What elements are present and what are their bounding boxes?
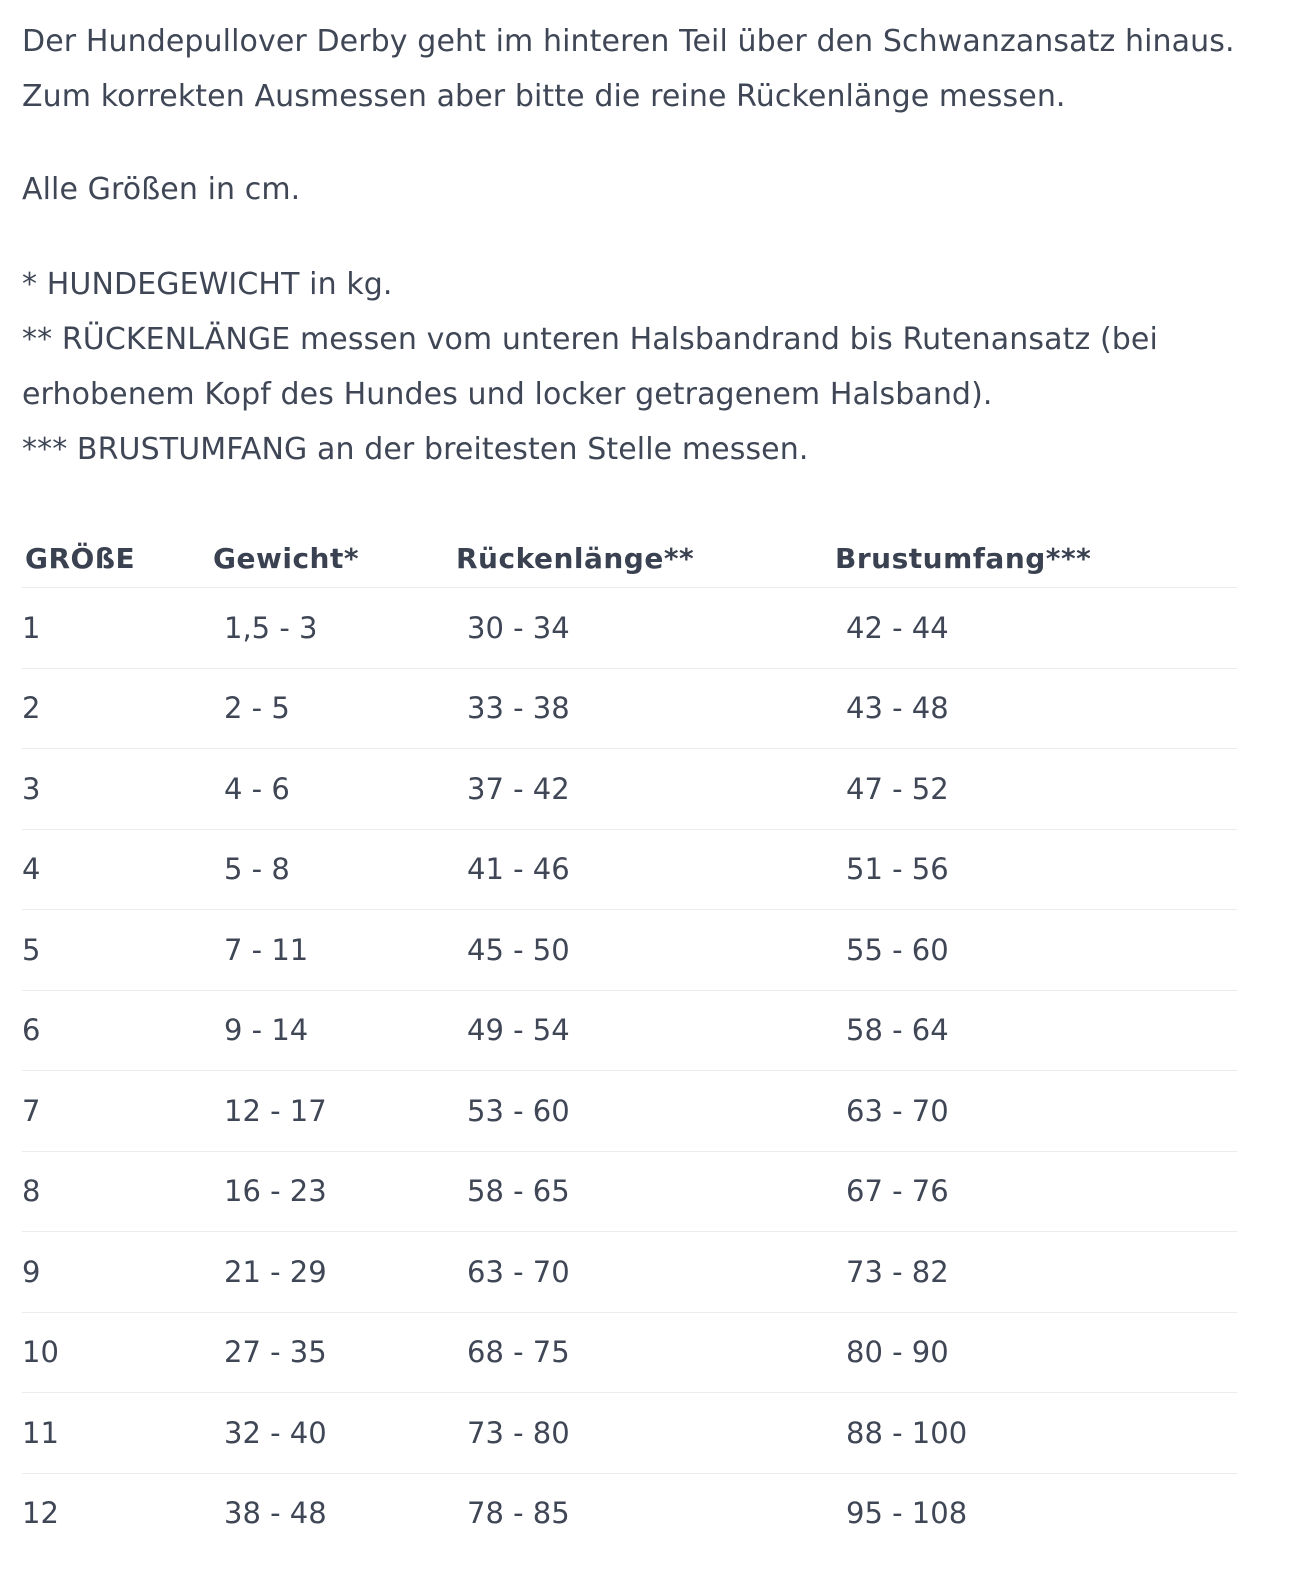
size-table (22, 530, 1237, 1553)
note-weight: * HUNDEGEWICHT in kg. (22, 267, 393, 302)
size-cell: 10 (22, 1312, 210, 1393)
weight-cell: 7 - 11 (210, 910, 453, 991)
back-length-cell: 63 - 70 (453, 1232, 832, 1313)
back-length-cell: 45 - 50 (453, 910, 832, 991)
units-note: Alle Größen in cm. (22, 172, 301, 207)
table-row (22, 1473, 1237, 1553)
note-chest: *** BRUSTUMFANG an der breitesten Stelle messen. (22, 432, 809, 467)
weight-cell: 2 - 5 (210, 668, 453, 749)
table-row (22, 588, 1237, 669)
chest-cell: 43 - 48 (832, 668, 1237, 749)
back-length-cell: 53 - 60 (453, 1071, 832, 1152)
weight-cell: 32 - 40 (210, 1393, 453, 1474)
weight-cell: 5 - 8 (210, 829, 453, 910)
size-cell: 7 (22, 1071, 210, 1152)
back-length-cell: 73 - 80 (453, 1393, 832, 1474)
size-cell: 8 (22, 1151, 210, 1232)
chest-cell: 67 - 76 (832, 1151, 1237, 1232)
size-cell: 3 (22, 749, 210, 830)
header-chest: Brustumfang*** (832, 530, 1237, 588)
size-cell: 4 (22, 829, 210, 910)
chest-cell: 55 - 60 (832, 910, 1237, 991)
size-table-body (22, 588, 1237, 1554)
table-row (22, 829, 1237, 910)
weight-cell: 21 - 29 (210, 1232, 453, 1313)
header-back-length: Rückenlänge** (453, 530, 832, 588)
back-length-cell: 41 - 46 (453, 829, 832, 910)
table-row (22, 910, 1237, 991)
back-length-cell: 78 - 85 (467, 1496, 570, 1531)
table-row (22, 1312, 1237, 1393)
chest-cell: 63 - 70 (832, 1071, 1237, 1152)
back-length-cell: 68 - 75 (453, 1312, 832, 1393)
header-weight: Gewicht* (210, 530, 453, 588)
weight-cell: 4 - 6 (210, 749, 453, 830)
chest-cell: 80 - 90 (832, 1312, 1237, 1393)
description-content (22, 14, 1237, 477)
weight-cell: 1,5 - 3 (210, 588, 453, 669)
weight-cell: 38 - 48 (224, 1496, 327, 1531)
table-row (22, 1232, 1237, 1313)
size-cell: 5 (22, 910, 210, 991)
back-length-cell: 58 - 65 (453, 1151, 832, 1232)
size-cell: 2 (22, 668, 210, 749)
table-row (22, 990, 1237, 1071)
table-row (22, 668, 1237, 749)
size-cell: 1 (22, 588, 210, 669)
table-row (22, 749, 1237, 830)
size-cell: 9 (22, 1232, 210, 1313)
chest-cell: 88 - 100 (832, 1393, 1237, 1474)
chest-cell: 51 - 56 (832, 829, 1237, 910)
chest-cell: 95 - 108 (846, 1496, 968, 1531)
size-table-header (22, 530, 1237, 588)
header-size: GRÖßE (22, 530, 210, 588)
weight-cell: 12 - 17 (210, 1071, 453, 1152)
table-row (22, 1393, 1237, 1474)
chest-cell: 58 - 64 (832, 990, 1237, 1071)
note-back-length: ** RÜCKENLÄNGE messen vom unteren Halsbandrand bis Rutenansatz (bei erhobenem Kopf des Hundes und locker getragenem Halsband). (22, 322, 1158, 412)
back-length-cell: 30 - 34 (453, 588, 832, 669)
weight-cell: 9 - 14 (210, 990, 453, 1071)
header-row (22, 530, 1237, 588)
intro-paragraph: Der Hundepullover Derby geht im hinteren Teil über den Schwanzansatz hinaus. Zum korrekten Ausmessen aber bitte die reine Rückenlänge messen. (22, 24, 1235, 114)
table-row (22, 1071, 1237, 1152)
chest-cell: 47 - 52 (832, 749, 1237, 830)
back-length-cell: 37 - 42 (453, 749, 832, 830)
size-cell: 6 (22, 990, 210, 1071)
chest-cell: 73 - 82 (832, 1232, 1237, 1313)
measurement-notes (22, 257, 1237, 477)
weight-cell: 16 - 23 (210, 1151, 453, 1232)
size-cell: 12 (22, 1496, 59, 1531)
chest-cell: 42 - 44 (832, 588, 1237, 669)
table-row (22, 1151, 1237, 1232)
back-length-cell: 33 - 38 (453, 668, 832, 749)
size-cell: 11 (22, 1393, 210, 1474)
weight-cell: 27 - 35 (210, 1312, 453, 1393)
back-length-cell: 49 - 54 (453, 990, 832, 1071)
